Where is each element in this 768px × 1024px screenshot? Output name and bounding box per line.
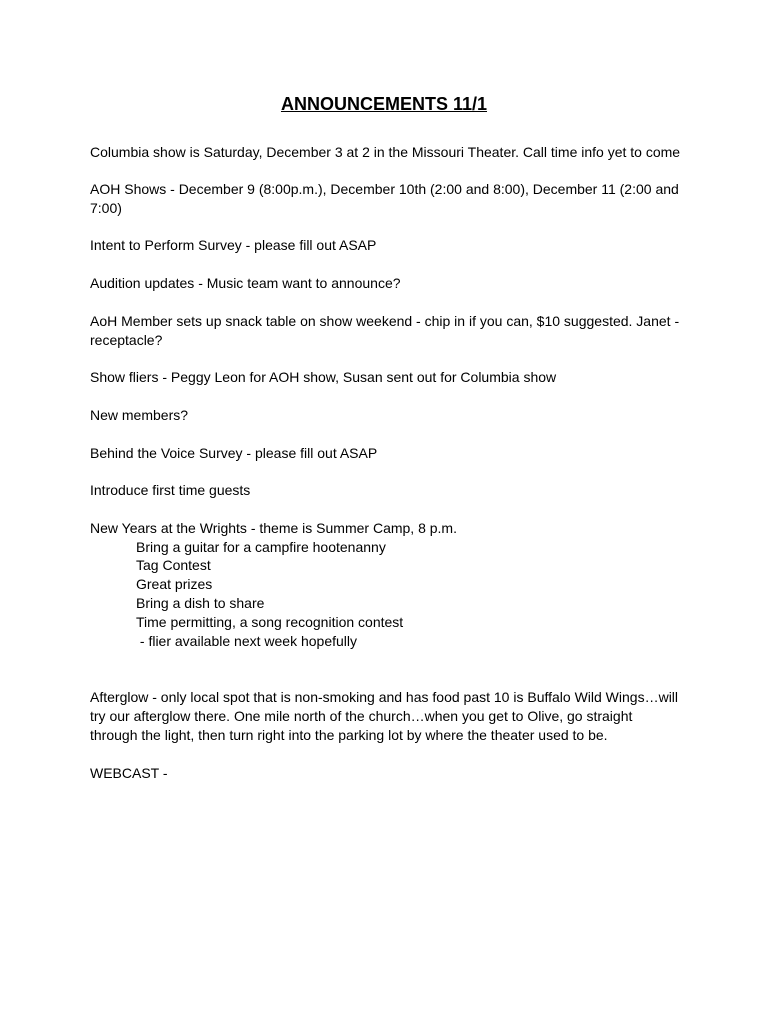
aoh-shows-paragraph: AOH Shows - December 9 (8:00p.m.), December 10th (2:00 and 8:00), December 11 (2:00 and 7:00)	[90, 181, 679, 216]
first-time-guests-paragraph: Introduce first time guests	[90, 482, 251, 498]
columbia-show-paragraph: Columbia show is Saturday, December 3 at 2 in the Missouri Theater. Call time info yet to come	[90, 144, 681, 160]
show-fliers-paragraph: Show fliers - Peggy Leon for AOH show, Susan sent out for Columbia show	[90, 369, 557, 385]
list-item: Great prizes	[136, 576, 213, 592]
list-item: Time permitting, a song recognition contest	[136, 614, 404, 630]
audition-updates-paragraph: Audition updates - Music team want to announce?	[90, 275, 401, 291]
list-item: Bring a dish to share	[136, 595, 265, 611]
list-item: Bring a guitar for a campfire hootenanny	[136, 539, 386, 555]
new-years-paragraph: New Years at the Wrights - theme is Summer Camp, 8 p.m.	[90, 520, 457, 536]
afterglow-paragraph: Afterglow - only local spot that is non-smoking and has food past 10 is Buffalo Wild Wings…will try our afterglow there. One mile north of the church…when you get to Olive, go straight through the light, then turn right into the parking lot by where the theater used to be.	[90, 689, 679, 743]
list-item: - flier available next week hopefully	[136, 633, 358, 649]
webcast-paragraph: WEBCAST -	[90, 765, 168, 781]
page-title: ANNOUNCEMENTS 11/1	[280, 94, 488, 114]
behind-voice-survey-paragraph: Behind the Voice Survey - please fill out ASAP	[90, 445, 378, 461]
list-item: Tag Contest	[136, 557, 211, 573]
new-members-paragraph: New members?	[90, 407, 189, 423]
snack-table-paragraph: AoH Member sets up snack table on show weekend - chip in if you can, $10 suggested. Janet - receptacle?	[90, 313, 680, 348]
intent-survey-paragraph: Intent to Perform Survey - please fill out ASAP	[90, 237, 377, 253]
